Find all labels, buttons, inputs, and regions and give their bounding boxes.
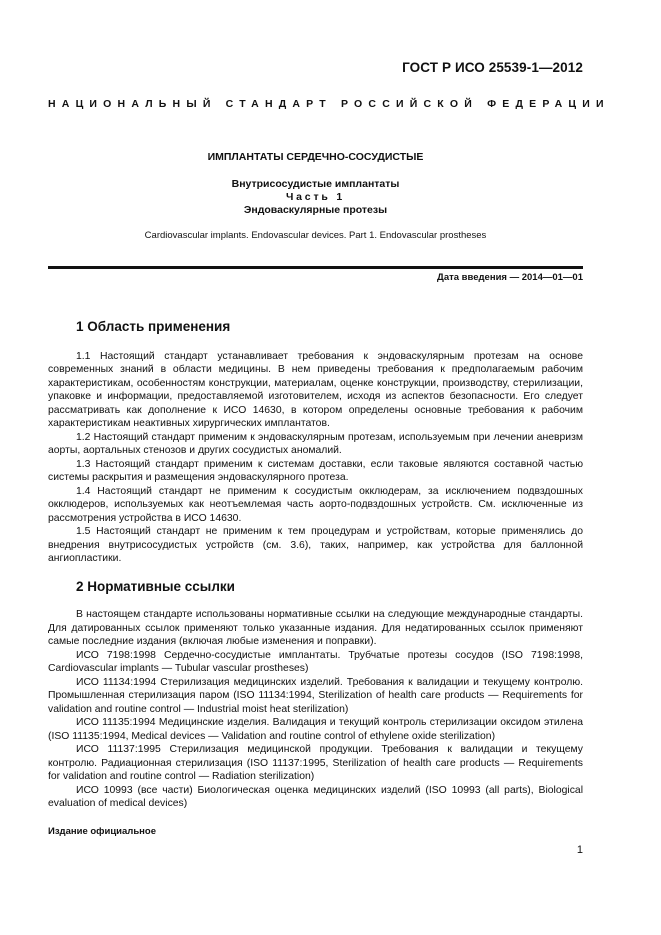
document-body bbox=[48, 320, 583, 811]
document-code: ГОСТ Р ИСО 25539-1—2012 bbox=[402, 60, 583, 75]
official-edition-label: Издание официальное bbox=[48, 826, 156, 837]
english-title: Cardiovascular implants. Endovascular devices. Part 1. Endovascular prostheses bbox=[144, 230, 487, 241]
reference-item: ИСО 11135:1994 Медицинские изделия. Валидация и текущий контроль стерилизации оксидом этилена (ISO 11135:1994, Medical devices — Validation and routine control of ethylene oxide sterilization) bbox=[48, 717, 583, 742]
document-subtitle bbox=[48, 178, 583, 217]
section-2-heading: 2 Нормативные ссылки bbox=[76, 578, 235, 594]
paragraph: 1.3 Настоящий стандарт применим к системам доставки, если таковые являются составной частью системы раскрытия и размещения эндоваскулярного протеза. bbox=[48, 458, 583, 483]
document-title: ИМПЛАНТАТЫ СЕРДЕЧНО-СОСУДИСТЫЕ bbox=[207, 151, 424, 163]
subtitle-line-2: Эндоваскулярные протезы bbox=[243, 204, 388, 216]
paragraph: В настоящем стандарте использованы нормативные ссылки на следующие международные стандарты. Для датированных ссылок применяют только указанные издания. Для недатированных ссылок применяют самые последние издания (включая любые изменения и поправки). bbox=[48, 609, 583, 647]
paragraph: 1.5 Настоящий стандарт не применим к тем процедурам и устройствам, которые применялись до внедрения внутрисосудистых устройств (см. 3.6), таких, например, как устройства для баллонной ангиопластики. bbox=[48, 526, 583, 564]
header-divider bbox=[48, 266, 583, 269]
subtitle-part: Часть 1 bbox=[285, 191, 345, 203]
introduction-date: Дата введения — 2014—01—01 bbox=[437, 272, 583, 283]
national-standard-heading: НАЦИОНАЛЬНЫЙ СТАНДАРТ РОССИЙСКОЙ ФЕДЕРАЦИИ bbox=[48, 98, 610, 110]
subtitle-line-1: Внутрисосудистые имплантаты bbox=[231, 178, 400, 190]
page-number: 1 bbox=[576, 844, 583, 856]
reference-item: ИСО 11137:1995 Стерилизация медицинской продукции. Требования к валидации и текущему контролю. Радиационная стерилизация (ISO 11137:1995, Sterilization of health care products — Requirements for validation and routine control — Radiation sterilization) bbox=[48, 744, 583, 782]
reference-item: ИСО 11134:1994 Стерилизация медицинских изделий. Требования к валидации и текущему контролю. Промышленная стерилизация паром (ISO 11134:1994, Sterilization of health care products — Requirements for validation and routine control — Industrial moist heat sterilization) bbox=[48, 676, 583, 715]
paragraph: 1.2 Настоящий стандарт применим к эндоваскулярным протезам, используемым при лечении аневризм аорты, аортальных стенозов и других сосудистых аномалий. bbox=[48, 431, 583, 456]
paragraph: 1.4 Настоящий стандарт не применим к сосудистым окклюдерам, за исключением подвздошных окклюдеров, используемых как неотъемлемая часть аорто-подвздошных устройств. См. исключенные из рассмотрения устройства в ИСО 14630. bbox=[48, 485, 583, 524]
section-1-heading: 1 Область применения bbox=[76, 319, 231, 334]
reference-item: ИСО 10993 (все части) Биологическая оценка медицинских изделий (ISO 10993 (all parts), Biological evaluation of medical devices) bbox=[48, 784, 583, 809]
reference-item: ИСО 7198:1998 Сердечно-сосудистые имплантаты. Трубчатые протезы сосудов (ISO 7198:1998, Cardiovascular implants — Tubular vascular prostheses) bbox=[48, 649, 583, 674]
paragraph: 1.1 Настоящий стандарт устанавливает требования к эндоваскулярным протезам на основе современных знаний в области медицины. В нем приведены требования к предполагаемым рабочим характеристикам, особенностям конструкции, материалам, оценке конструкции, производству, стерилизации, упаковке и информации, предоставляемой изготовителем, исходя из аспектов безопасности. Его следует рассматривать как дополнение к ИСО 14630, в котором определены основные требования к рабочим характеристикам неактивных хирургических имплантатов. bbox=[48, 350, 583, 429]
